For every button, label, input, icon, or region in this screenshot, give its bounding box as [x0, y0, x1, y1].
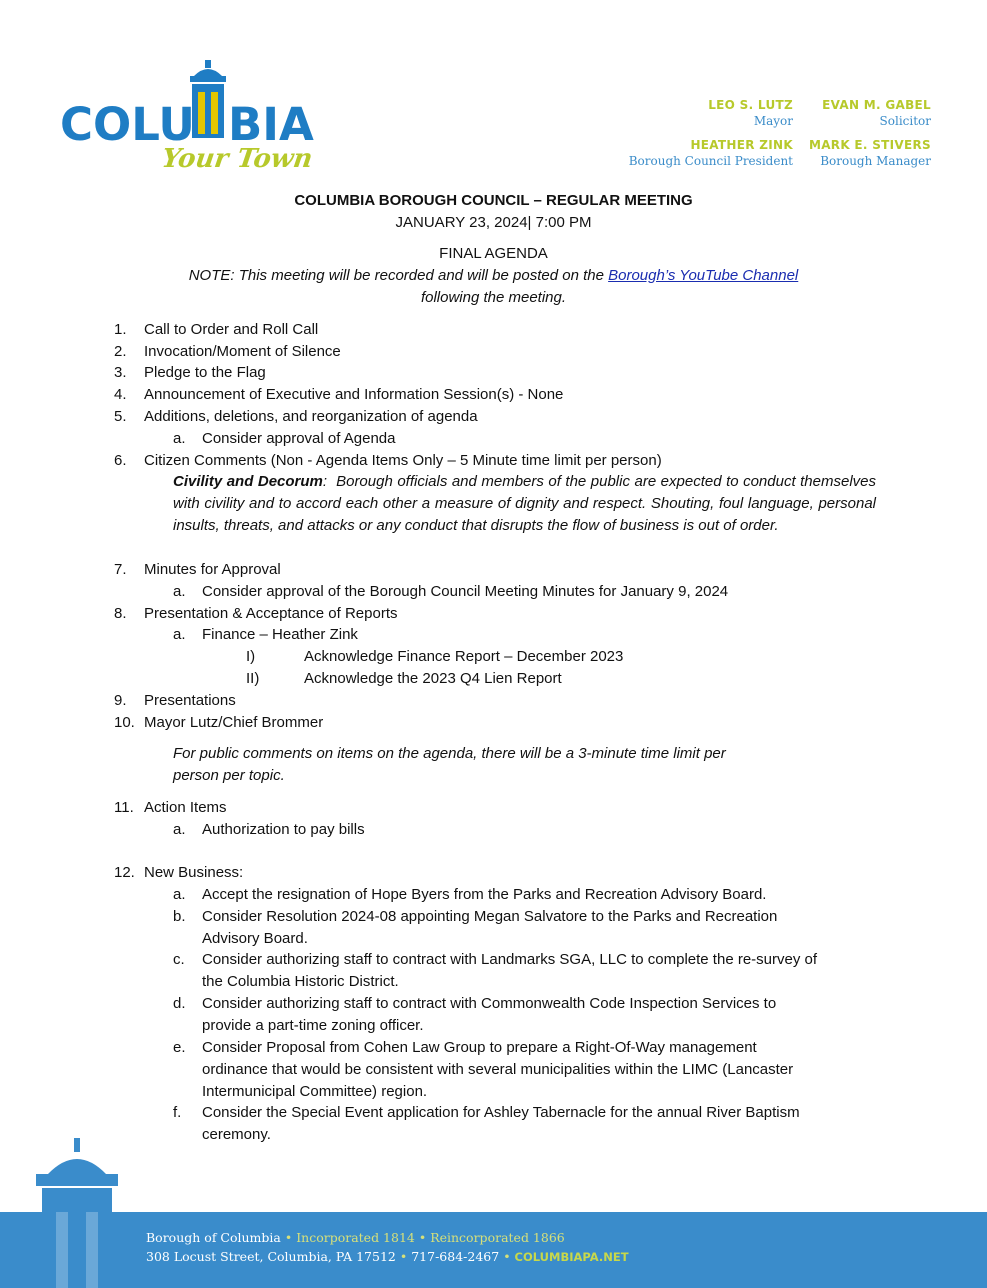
- item-text: Acknowledge the 2023 Q4 Lien Report: [304, 670, 562, 687]
- item-roman: I): [246, 648, 256, 665]
- item-number: 10.: [114, 714, 135, 731]
- youtube-channel-link[interactable]: Borough’s YouTube Channel: [608, 267, 799, 284]
- item-text-cont: ceremony.: [202, 1126, 271, 1143]
- official-role: Borough Council President: [628, 154, 793, 168]
- official-council-president: [629, 138, 793, 168]
- footer-website-link[interactable]: COLUMBIAPA.NET: [514, 1250, 629, 1264]
- item-text-cont: the Columbia Historic District.: [202, 973, 399, 990]
- item-text: Action Items: [144, 799, 227, 816]
- meeting-date: JANUARY 23, 2024| 7:00 PM: [395, 214, 592, 231]
- item-text: Invocation/Moment of Silence: [144, 343, 341, 360]
- item-text: Additions, deletions, and reorganization of agenda: [144, 408, 478, 425]
- item-letter: a.: [173, 626, 186, 643]
- item-number: 1.: [114, 321, 127, 338]
- footer-incorporated: Incorporated 1814: [296, 1230, 415, 1245]
- official-manager: [809, 138, 931, 168]
- item-number: 2.: [114, 343, 127, 360]
- item-text: Consider authorizing staff to contract with Commonwealth Code Inspection Services to: [202, 995, 777, 1012]
- item-roman: II): [246, 670, 260, 687]
- item-letter: a.: [173, 430, 186, 447]
- item-number: 6.: [114, 452, 127, 469]
- item-text: Consider the Special Event application for Ashley Tabernacle for the annual River Baptism: [202, 1104, 800, 1121]
- item-text: Announcement of Executive and Information Session(s) - None: [144, 386, 564, 403]
- item-letter: e.: [173, 1039, 186, 1056]
- item-text-cont: Advisory Board.: [202, 930, 308, 947]
- item-number: 7.: [114, 561, 127, 578]
- footer-separator: •: [503, 1249, 511, 1264]
- official-solicitor: [822, 98, 931, 128]
- footer-line-2: [146, 1249, 629, 1264]
- public-comment-note-line1: For public comments on items on the agenda, there will be a 3-minute time limit per: [173, 745, 726, 762]
- recording-note: [0, 267, 987, 284]
- item-text: New Business:: [144, 864, 244, 881]
- item-text: Authorization to pay bills: [202, 821, 365, 838]
- item-text: Consider Proposal from Cohen Law Group to prepare a Right-Of-Way management: [202, 1039, 757, 1056]
- footer-address: 308 Locust Street, Columbia, PA 17512: [146, 1249, 396, 1264]
- official-name: MARK E. STIVERS: [808, 138, 931, 152]
- logo-word-right: BIA: [228, 98, 314, 151]
- official-name: HEATHER ZINK: [690, 138, 793, 152]
- official-name: LEO S. LUTZ: [708, 98, 793, 112]
- footer-separator: •: [399, 1249, 408, 1264]
- public-comment-note-line2: person per topic.: [173, 767, 285, 784]
- item-text: Finance – Heather Zink: [202, 626, 358, 643]
- item-text: Presentations: [144, 692, 236, 709]
- item-letter: b.: [173, 908, 186, 925]
- meeting-title: COLUMBIA BOROUGH COUNCIL – REGULAR MEETING: [294, 192, 693, 209]
- official-role: Borough Manager: [820, 154, 931, 168]
- item-letter: f.: [173, 1104, 182, 1121]
- footer-borough: Borough of Columbia: [146, 1230, 281, 1245]
- item-text: Presentation & Acceptance of Reports: [144, 605, 398, 622]
- recording-note-suffix: following the meeting.: [420, 289, 567, 306]
- footer-phone: 717-684-2467: [411, 1249, 500, 1264]
- item-text-cont: ordinance that would be consistent with several municipalities within the LIMC (Lancaster: [202, 1061, 794, 1078]
- item-text: Consider Resolution 2024-08 appointing Megan Salvatore to the Parks and Recreation: [202, 908, 778, 925]
- official-role: Solicitor: [879, 114, 931, 128]
- item-text: Minutes for Approval: [144, 561, 281, 578]
- item-letter: a.: [173, 583, 186, 600]
- recording-note-prefix: NOTE: This meeting will be recorded and will be posted on the: [188, 267, 609, 284]
- item-text: Consider approval of Agenda: [202, 430, 396, 447]
- item-text-cont: Intermunicipal Committee) region.: [202, 1083, 428, 1100]
- civility-statement: Civility and Decorum: Borough officials and members of the public are expected to conduct themselves with civility and to accord each other a measure of dignity and respect. Shouting, foul language, personal insults, threats, and attacks or any conduct that disrupts the flow of business is out of order.: [173, 473, 876, 534]
- item-letter: a.: [173, 821, 186, 838]
- footer-reincorporated: Reincorporated 1866: [430, 1230, 565, 1245]
- civility-heading: Civility and Decorum: [173, 473, 323, 490]
- item-number: 8.: [114, 605, 127, 622]
- item-text: Acknowledge Finance Report – December 2023: [304, 648, 624, 665]
- item-number: 3.: [114, 364, 127, 381]
- item-letter: a.: [173, 886, 186, 903]
- civility-body: Borough officials and members of the public are expected to conduct themselves with civility and to accord each other a measure of dignity and respect. Shouting, foul language, personal insults, threats, and attacks or any conduct that disrupts the flow of business is out of order.: [173, 473, 876, 534]
- item-number: 4.: [114, 386, 127, 403]
- official-name: EVAN M. GABEL: [822, 98, 931, 112]
- footer-separator: •: [418, 1230, 427, 1245]
- footer-separator: •: [284, 1230, 293, 1245]
- item-text: Pledge to the Flag: [144, 364, 266, 381]
- item-text: Mayor Lutz/Chief Brommer: [144, 714, 324, 731]
- item-text: Consider authorizing staff to contract with Landmarks SGA, LLC to complete the re-survey of: [202, 951, 818, 968]
- columbia-logo: [60, 60, 320, 185]
- logo-tagline: Your Town: [159, 144, 315, 174]
- item-text: Citizen Comments (Non - Agenda Items Only – 5 Minute time limit per person): [144, 452, 662, 469]
- item-text-cont: provide a part-time zoning officer.: [202, 1017, 424, 1034]
- item-letter: d.: [173, 995, 186, 1012]
- item-number: 12.: [114, 864, 135, 881]
- item-text: Call to Order and Roll Call: [144, 321, 319, 338]
- official-mayor: [708, 98, 793, 128]
- logo-word-left: COLU: [60, 98, 195, 151]
- item-number: 5.: [114, 408, 127, 425]
- agenda-label: FINAL AGENDA: [439, 245, 548, 262]
- item-number: 11.: [114, 799, 134, 816]
- item-text: Accept the resignation of Hope Byers from the Parks and Recreation Advisory Board.: [202, 886, 767, 903]
- item-text: Consider approval of the Borough Council Meeting Minutes for January 9, 2024: [202, 583, 729, 600]
- footer-line-1: [146, 1230, 565, 1245]
- item-letter: c.: [173, 951, 185, 968]
- building-silhouette-icon: [34, 1138, 120, 1288]
- official-role: Mayor: [753, 114, 793, 128]
- item-number: 9.: [114, 692, 127, 709]
